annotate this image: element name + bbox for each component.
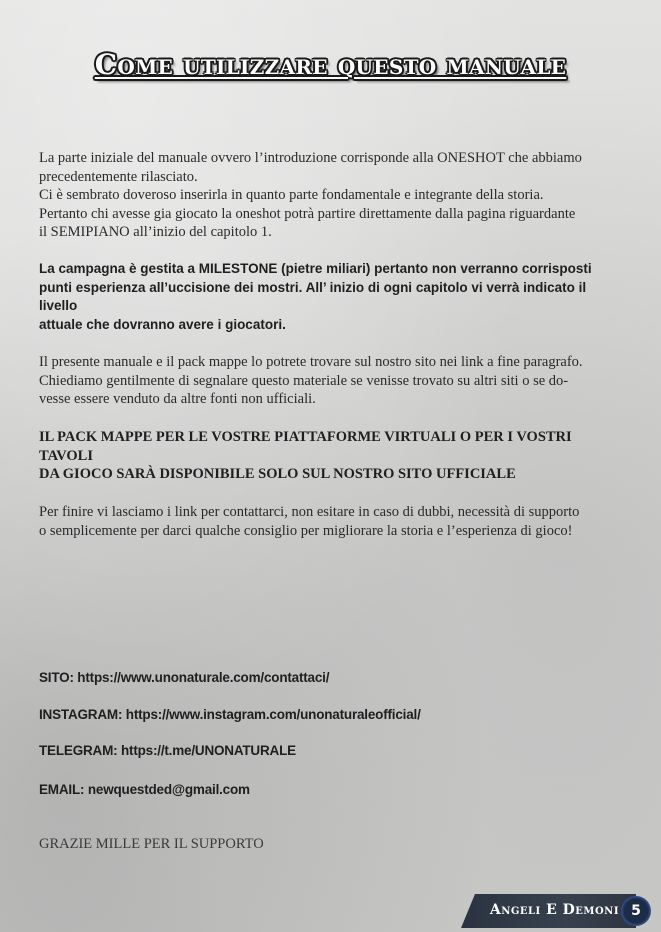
email-link[interactable]: EMAIL: newquestded@gmail.com (39, 782, 250, 797)
page-number: 5 (621, 896, 651, 926)
closing-line: o semplicemente per darci qualche consiglio per migliorare la storia e l’esperienza di gioco! (39, 522, 573, 539)
intro-line: il SEMIPIANO all’inizio del capitolo 1. (39, 224, 272, 240)
page-footer (461, 894, 661, 928)
page-title: Come utilizzare questo manuale (94, 48, 567, 81)
intro-line: Pertanto chi avesse gia giocato la oneshot potrà partire direttamente dalla pagina riguardante (39, 205, 576, 222)
book-title: Angeli E Demoni (489, 902, 619, 918)
manual-line: Il presente manuale e il pack mappe lo potrete trovare sul nostro sito nei link a fine paragrafo. (39, 354, 583, 370)
site-link[interactable]: SITO: https://www.unonaturale.com/contattaci/ (39, 670, 330, 685)
telegram-link[interactable]: TELEGRAM: https://t.me/UNONATURALE (39, 743, 296, 758)
instagram-link[interactable]: INSTAGRAM: https://www.instagram.com/unonaturaleofficial/ (39, 707, 421, 722)
notice-line: IL PACK MAPPE PER LE VOSTRE PIATTAFORME VIRTUALI O PER I VOSTRI TAVOLI (39, 429, 572, 464)
closing-paragraph (39, 503, 623, 540)
manual-line: Chiediamo gentilmente di segnalare questo materiale se venisse trovato su altri siti o se do- (39, 372, 569, 389)
milestone-line: La campagna è gestita a MILESTONE (pietre miliari) pertanto non verranno corrisposti (39, 261, 592, 276)
manual-line: vesse essere venduto da altre fonti non ufficiali. (39, 391, 316, 407)
manual-paragraph (39, 353, 623, 409)
thanks-text: GRAZIE MILLE PER IL SUPPORTO (39, 836, 264, 852)
intro-line: precedentemente rilasciato. (39, 168, 198, 185)
map-pack-notice (39, 428, 623, 484)
intro-line: Ci è sembrato doveroso inserirla in quanto parte fondamentale e integrante della storia. (39, 187, 544, 203)
milestone-paragraph (39, 260, 623, 334)
intro-paragraph (39, 149, 623, 242)
intro-line: La parte iniziale del manuale ovvero l’introduzione corrisponde alla ONESHOT che abbiamo (39, 150, 582, 166)
closing-line: Per finire vi lasciamo i link per contattarci, non esitare in caso di dubbi, necessità di supporto (39, 504, 580, 520)
notice-line: DA GIOCO SARÀ DISPONIBILE SOLO SUL NOSTRO SITO UFFICIALE (39, 466, 516, 482)
milestone-line: punti esperienza all’uccisione dei mostri. All’ inizio di ogni capitolo vi verrà indicato il livello (39, 279, 587, 313)
milestone-line: attuale che dovranno avere i giocatori. (39, 316, 286, 332)
